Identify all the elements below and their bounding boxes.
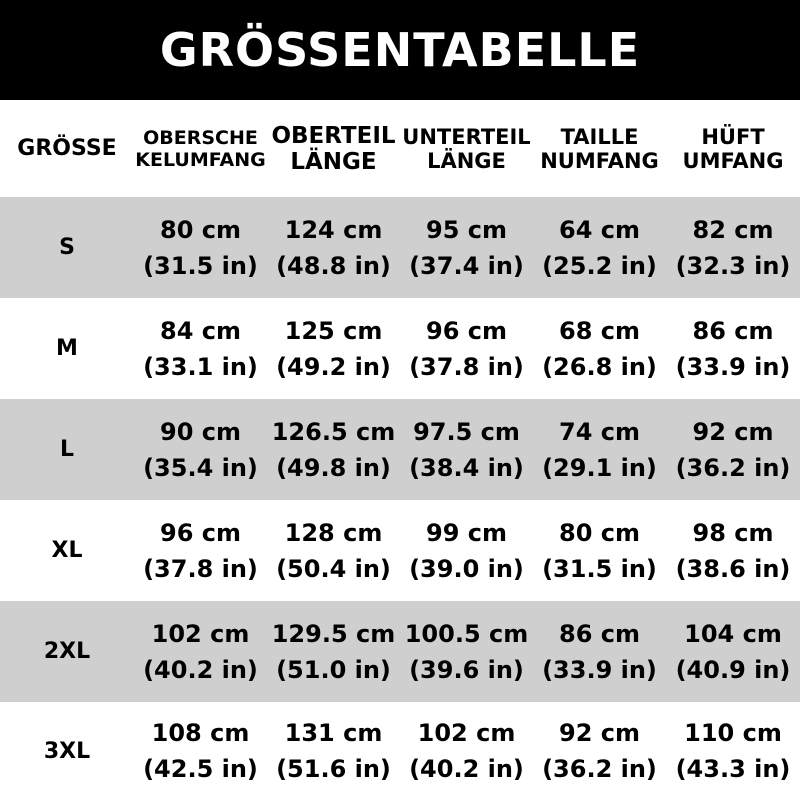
chest-value <box>134 399 267 500</box>
value-in: (33.1 in) <box>143 352 258 381</box>
header-hip-line-1: HÜFT <box>701 124 765 149</box>
chest-value <box>134 500 267 601</box>
waist-value <box>533 197 666 298</box>
value-cm: 124 cm <box>284 215 383 244</box>
value-cm: 96 cm <box>160 518 241 547</box>
value-in: (38.4 in) <box>409 453 524 482</box>
top-length-value <box>267 197 400 298</box>
table-row <box>0 702 800 800</box>
value-cm: 92 cm <box>692 417 774 446</box>
value-in: (31.5 in) <box>542 554 657 583</box>
value-in: (48.8 in) <box>276 251 391 280</box>
table-row <box>0 500 800 601</box>
size-label: XL <box>51 538 83 563</box>
value-cm: 129.5 cm <box>271 619 396 648</box>
waist-value <box>533 702 666 800</box>
value-in: (37.8 in) <box>143 554 258 583</box>
chest-value <box>134 197 267 298</box>
header-hip-circumference <box>666 100 800 197</box>
hip-value <box>666 702 800 800</box>
table-header-row <box>0 100 800 197</box>
bottom-length-value <box>400 298 533 399</box>
header-waist-line-1: TAILLE <box>560 124 639 149</box>
bottom-length-value <box>400 702 533 800</box>
value-cm: 82 cm <box>692 215 774 244</box>
value-in: (40.2 in) <box>143 655 258 684</box>
header-bottom-length-line-1: UNTERTEIL <box>402 124 531 149</box>
chest-value <box>134 601 267 702</box>
value-in: (33.9 in) <box>542 655 657 684</box>
value-in: (51.0 in) <box>276 655 391 684</box>
waist-value <box>533 399 666 500</box>
value-cm: 80 cm <box>559 518 640 547</box>
chest-value <box>134 702 267 800</box>
value-cm: 86 cm <box>559 619 640 648</box>
table-row <box>0 298 800 399</box>
value-in: (49.8 in) <box>276 453 391 482</box>
bottom-length-value <box>400 197 533 298</box>
value-in: (37.8 in) <box>409 352 524 381</box>
value-cm: 97.5 cm <box>413 417 520 446</box>
value-in: (35.4 in) <box>143 453 258 482</box>
top-length-value <box>267 500 400 601</box>
value-in: (38.6 in) <box>675 554 791 583</box>
size-label: S <box>59 235 75 260</box>
value-cm: 99 cm <box>426 518 507 547</box>
header-chest-circumference <box>134 100 267 197</box>
value-cm: 126.5 cm <box>271 417 396 446</box>
value-in: (39.6 in) <box>409 655 524 684</box>
bottom-length-value <box>400 399 533 500</box>
header-top-length-line-2: LÄNGE <box>290 148 377 175</box>
value-cm: 90 cm <box>160 417 241 446</box>
top-length-value <box>267 601 400 702</box>
size-label: M <box>56 336 78 361</box>
value-in: (26.8 in) <box>542 352 657 381</box>
header-waist-line-2: NUMFANG <box>540 148 659 173</box>
value-cm: 84 cm <box>160 316 241 345</box>
value-in: (42.5 in) <box>143 755 258 783</box>
header-chest-line-2: KELUMFANG <box>135 148 266 171</box>
hip-value <box>666 298 800 399</box>
header-bottom-length-line-2: LÄNGE <box>427 148 506 173</box>
value-in: (33.9 in) <box>675 352 791 381</box>
value-in: (49.2 in) <box>276 352 391 381</box>
value-in: (40.9 in) <box>675 655 791 684</box>
value-in: (25.2 in) <box>542 251 657 280</box>
top-length-value <box>267 702 400 800</box>
top-length-value <box>267 399 400 500</box>
value-cm: 102 cm <box>417 719 516 747</box>
value-in: (37.4 in) <box>409 251 524 280</box>
value-in: (50.4 in) <box>276 554 391 583</box>
size-label: L <box>59 437 75 462</box>
value-cm: 64 cm <box>559 215 640 244</box>
top-length-value <box>267 298 400 399</box>
size-label: 2XL <box>43 639 91 664</box>
value-in: (40.2 in) <box>409 755 524 783</box>
value-in: (51.6 in) <box>276 755 391 783</box>
waist-value <box>533 601 666 702</box>
table-row <box>0 399 800 500</box>
value-cm: 80 cm <box>160 215 241 244</box>
value-cm: 86 cm <box>692 316 774 345</box>
value-cm: 131 cm <box>284 719 383 747</box>
value-cm: 100.5 cm <box>404 619 529 648</box>
header-hip-line-2: UMFANG <box>682 148 784 173</box>
value-cm: 95 cm <box>426 215 507 244</box>
value-cm: 68 cm <box>559 316 640 345</box>
value-cm: 92 cm <box>559 719 640 747</box>
header-size-label: GRÖSSE <box>17 136 117 161</box>
header-top-length <box>267 100 400 197</box>
value-in: (39.0 in) <box>409 554 524 583</box>
size-label: 3XL <box>43 738 91 764</box>
waist-value <box>533 298 666 399</box>
header-bottom-length <box>400 100 533 197</box>
chest-value <box>134 298 267 399</box>
hip-value <box>666 500 800 601</box>
value-cm: 102 cm <box>151 619 250 648</box>
value-in: (36.2 in) <box>675 453 791 482</box>
header-size <box>0 100 134 197</box>
value-cm: 98 cm <box>692 518 774 547</box>
value-in: (32.3 in) <box>675 251 791 280</box>
header-chest-line-1: OBERSCHE <box>143 126 258 149</box>
value-in: (29.1 in) <box>542 453 657 482</box>
hip-value <box>666 197 800 298</box>
value-cm: 96 cm <box>426 316 507 345</box>
value-cm: 110 cm <box>684 719 782 747</box>
title-bar <box>0 0 800 100</box>
hip-value <box>666 399 800 500</box>
value-cm: 74 cm <box>559 417 640 446</box>
value-cm: 128 cm <box>284 518 383 547</box>
bottom-length-value <box>400 601 533 702</box>
value-cm: 104 cm <box>684 619 782 648</box>
hip-value <box>666 601 800 702</box>
page-title: GRÖSSENTABELLE <box>159 23 641 77</box>
header-top-length-line-1: OBERTEIL <box>271 122 396 149</box>
table-row <box>0 601 800 702</box>
value-cm: 108 cm <box>151 719 250 747</box>
table-row <box>0 197 800 298</box>
waist-value <box>533 500 666 601</box>
value-in: (31.5 in) <box>143 251 258 280</box>
value-in: (43.3 in) <box>675 755 791 783</box>
value-cm: 125 cm <box>284 316 383 345</box>
value-in: (36.2 in) <box>542 755 657 783</box>
header-waist-circumference <box>533 100 666 197</box>
bottom-length-value <box>400 500 533 601</box>
